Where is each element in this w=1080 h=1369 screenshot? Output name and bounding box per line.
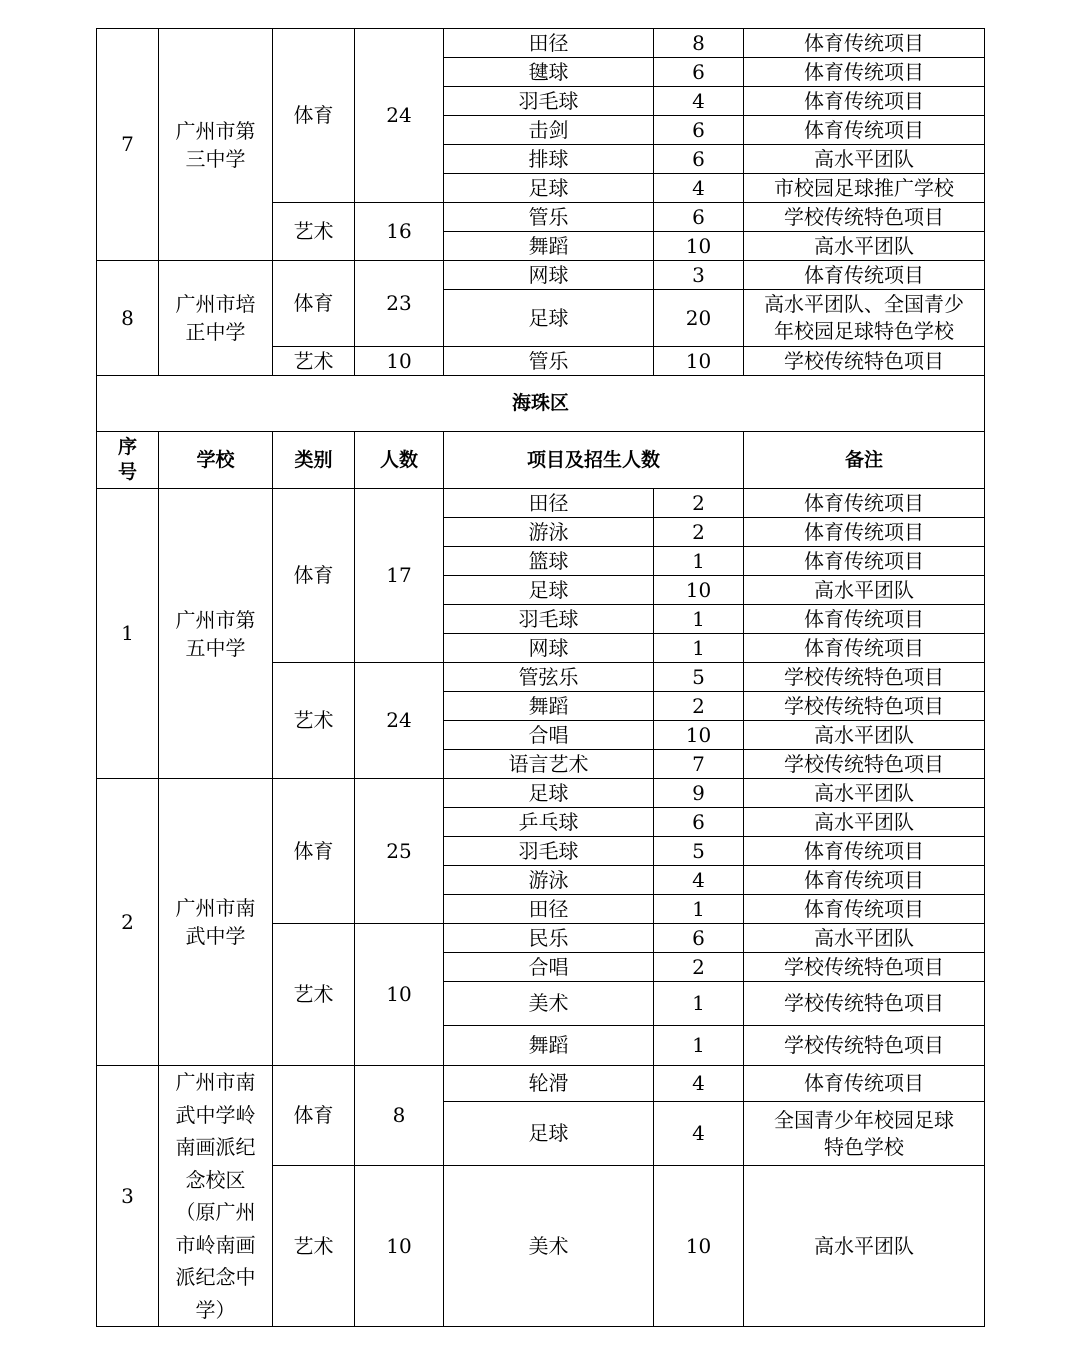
header-no: 序 号 [97,432,159,489]
project-cell: 轮滑 [444,1066,654,1102]
note-cell: 体育传统项目 [744,29,985,58]
note-cell: 体育传统项目 [744,895,985,924]
category-cell: 体育 [273,779,355,924]
table-row [97,1066,985,1102]
note-cell: 学校传统特色项目 [744,953,985,982]
project-count-cell: 20 [654,290,744,347]
category-cell: 体育 [273,261,355,347]
project-cell: 舞蹈 [444,692,654,721]
project-cell: 足球 [444,290,654,347]
project-cell: 语言艺术 [444,750,654,779]
project-cell: 合唱 [444,953,654,982]
table-row [97,29,985,58]
project-count-cell: 5 [654,837,744,866]
project-count-cell: 6 [654,924,744,953]
project-cell: 排球 [444,145,654,174]
project-count-cell: 10 [654,721,744,750]
note-cell: 市校园足球推广学校 [744,174,985,203]
header-note: 备注 [744,432,985,489]
project-cell: 击剑 [444,116,654,145]
project-cell: 游泳 [444,866,654,895]
project-cell: 游泳 [444,518,654,547]
project-count-cell: 10 [654,576,744,605]
project-count-cell: 10 [654,1166,744,1327]
note-cell: 学校传统特色项目 [744,750,985,779]
project-count-cell: 10 [654,232,744,261]
project-cell: 足球 [444,576,654,605]
note-cell: 学校传统特色项目 [744,663,985,692]
note-cell: 高水平团队 [744,1166,985,1327]
count-cell: 16 [355,203,444,261]
category-cell: 艺术 [273,1166,355,1327]
table-row [97,376,985,432]
school-name: 广州市第 三中学 [159,29,273,261]
project-count-cell: 4 [654,1066,744,1102]
project-count-cell: 6 [654,145,744,174]
note-cell: 体育传统项目 [744,547,985,576]
enrollment-table [96,28,985,1327]
count-cell: 10 [355,1166,444,1327]
project-cell: 羽毛球 [444,605,654,634]
school-name: 广州市第 五中学 [159,489,273,779]
count-cell: 24 [355,663,444,779]
note-cell: 高水平团队 [744,808,985,837]
region-title: 海珠区 [97,376,985,432]
project-cell: 羽毛球 [444,87,654,116]
project-count-cell: 4 [654,1102,744,1166]
row-number: 7 [97,29,159,261]
count-cell: 8 [355,1066,444,1166]
note-cell: 学校传统特色项目 [744,692,985,721]
note-cell: 体育传统项目 [744,58,985,87]
note-cell: 体育传统项目 [744,1066,985,1102]
count-cell: 24 [355,29,444,203]
project-count-cell: 2 [654,692,744,721]
project-count-cell: 2 [654,518,744,547]
project-cell: 管弦乐 [444,663,654,692]
count-cell: 23 [355,261,444,347]
row-number: 3 [97,1066,159,1327]
school-name: 广州市南 武中学岭 南画派纪 念校区 （原广州 市岭南画 派纪念中 学） [159,1066,273,1327]
project-count-cell: 1 [654,1026,744,1066]
project-cell: 合唱 [444,721,654,750]
project-count-cell: 2 [654,953,744,982]
note-cell: 体育传统项目 [744,116,985,145]
count-cell: 25 [355,779,444,924]
project-cell: 管乐 [444,347,654,376]
project-cell: 美术 [444,1166,654,1327]
note-cell: 学校传统特色项目 [744,982,985,1026]
category-cell: 体育 [273,1066,355,1166]
note-cell: 学校传统特色项目 [744,347,985,376]
note-cell: 高水平团队 [744,576,985,605]
note-cell: 高水平团队 [744,779,985,808]
project-cell: 舞蹈 [444,232,654,261]
project-cell: 网球 [444,261,654,290]
project-count-cell: 6 [654,203,744,232]
header-category: 类别 [273,432,355,489]
project-cell: 篮球 [444,547,654,576]
table-header-row [97,432,985,489]
note-cell: 高水平团队 [744,145,985,174]
project-count-cell: 4 [654,866,744,895]
count-cell: 10 [355,924,444,1066]
note-cell: 高水平团队 [744,232,985,261]
note-cell: 学校传统特色项目 [744,1026,985,1066]
project-count-cell: 6 [654,58,744,87]
note-cell: 体育传统项目 [744,518,985,547]
header-count: 人数 [355,432,444,489]
note-cell: 学校传统特色项目 [744,203,985,232]
school-name: 广州市南 武中学 [159,779,273,1066]
category-cell: 体育 [273,489,355,663]
project-count-cell: 1 [654,895,744,924]
header-projects: 项目及招生人数 [444,432,744,489]
table-row [97,261,985,290]
project-count-cell: 5 [654,663,744,692]
note-cell: 体育传统项目 [744,837,985,866]
note-cell: 高水平团队、全国青少 年校园足球特色学校 [744,290,985,347]
project-cell: 管乐 [444,203,654,232]
note-cell: 体育传统项目 [744,261,985,290]
project-count-cell: 1 [654,634,744,663]
category-cell: 艺术 [273,663,355,779]
project-count-cell: 2 [654,489,744,518]
school-name: 广州市培 正中学 [159,261,273,376]
project-count-cell: 4 [654,174,744,203]
category-cell: 艺术 [273,347,355,376]
category-cell: 艺术 [273,924,355,1066]
category-cell: 艺术 [273,203,355,261]
note-cell: 体育传统项目 [744,866,985,895]
project-cell: 舞蹈 [444,1026,654,1066]
project-count-cell: 9 [654,779,744,808]
note-cell: 高水平团队 [744,721,985,750]
project-count-cell: 3 [654,261,744,290]
project-count-cell: 6 [654,116,744,145]
project-cell: 足球 [444,1102,654,1166]
project-count-cell: 4 [654,87,744,116]
project-cell: 羽毛球 [444,837,654,866]
project-cell: 民乐 [444,924,654,953]
note-cell: 体育传统项目 [744,605,985,634]
note-cell: 体育传统项目 [744,87,985,116]
count-cell: 17 [355,489,444,663]
row-number: 2 [97,779,159,1066]
note-cell: 体育传统项目 [744,489,985,518]
project-cell: 田径 [444,895,654,924]
project-count-cell: 1 [654,605,744,634]
project-count-cell: 8 [654,29,744,58]
row-number: 1 [97,489,159,779]
note-cell: 高水平团队 [744,924,985,953]
row-number: 8 [97,261,159,376]
project-cell: 足球 [444,174,654,203]
project-count-cell: 10 [654,347,744,376]
category-cell: 体育 [273,29,355,203]
project-cell: 足球 [444,779,654,808]
project-cell: 田径 [444,29,654,58]
project-count-cell: 1 [654,982,744,1026]
project-count-cell: 1 [654,547,744,576]
count-cell: 10 [355,347,444,376]
header-school: 学校 [159,432,273,489]
project-count-cell: 7 [654,750,744,779]
table-row [97,489,985,518]
project-cell: 田径 [444,489,654,518]
project-cell: 美术 [444,982,654,1026]
project-count-cell: 6 [654,808,744,837]
note-cell: 全国青少年校园足球 特色学校 [744,1102,985,1166]
table-row [97,779,985,808]
project-cell: 网球 [444,634,654,663]
note-cell: 体育传统项目 [744,634,985,663]
project-cell: 毽球 [444,58,654,87]
project-cell: 乒乓球 [444,808,654,837]
